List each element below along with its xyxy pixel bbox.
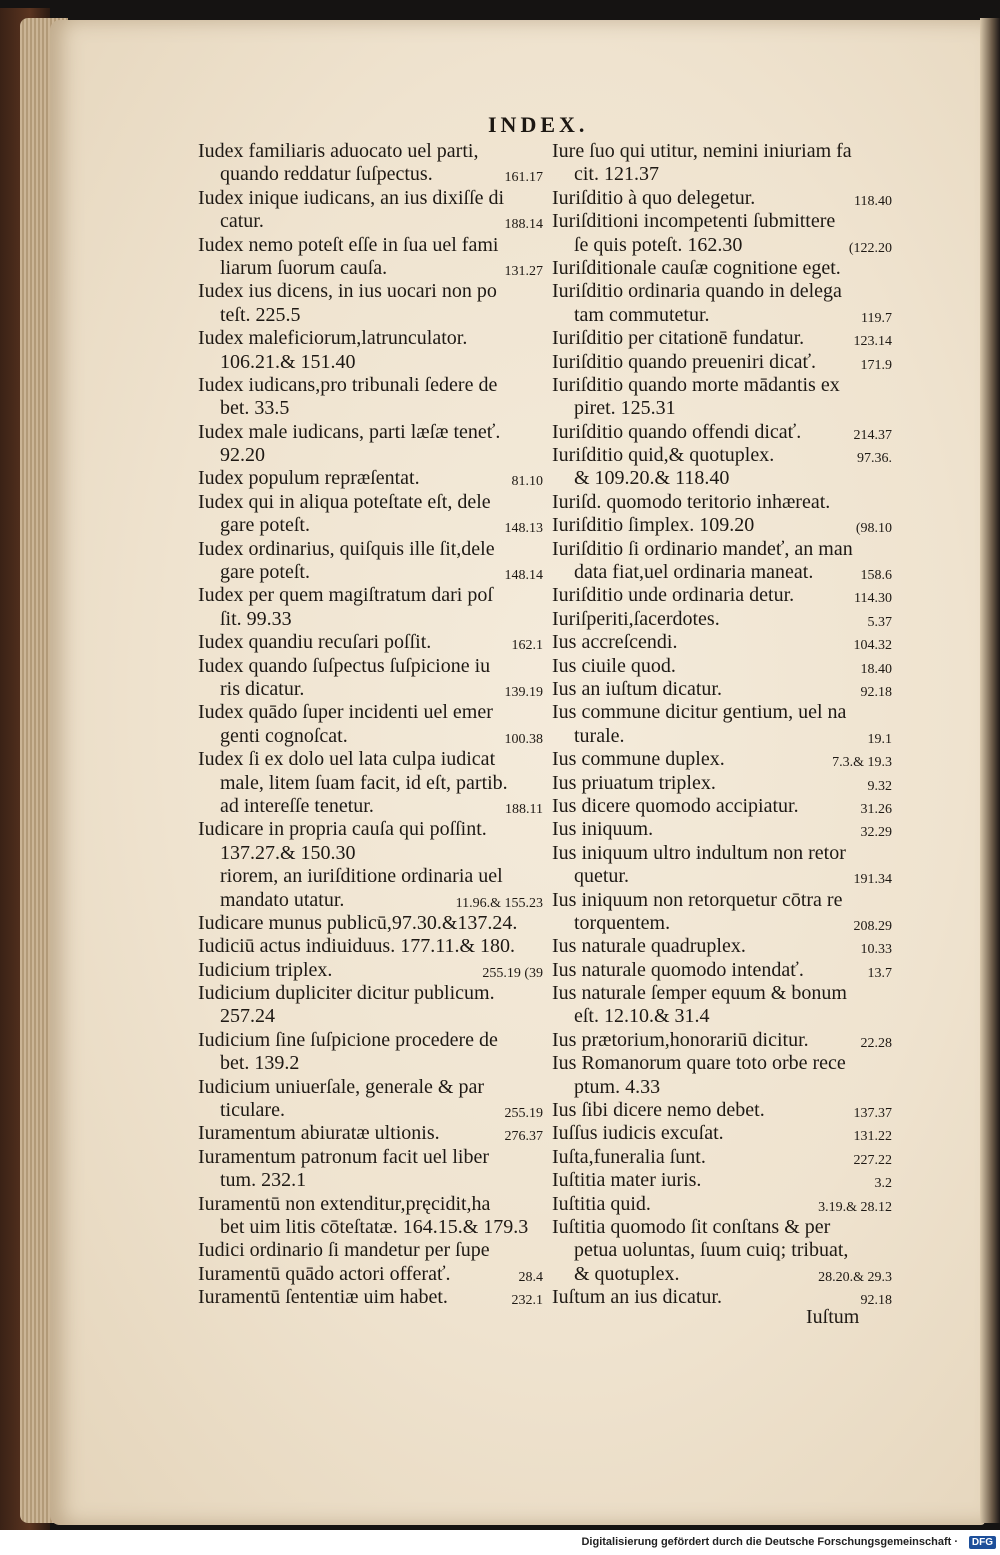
entry-text: Ius iniquum. — [552, 818, 654, 841]
entry-text: ptum. 4.33 — [574, 1075, 661, 1098]
entry-text: Iuriſditio ſi ordinario mandeť, an man — [552, 537, 853, 560]
index-entry-line — [198, 912, 543, 935]
entry-text: Iuriſditionale cauſæ cognitione eget. — [552, 256, 841, 279]
index-entry-line — [552, 865, 892, 888]
entry-text: teſt. 225.5 — [220, 303, 301, 326]
index-entry-line — [198, 234, 543, 257]
entry-text: Iuriſditio unde ordinaria detur. — [552, 584, 795, 607]
index-entry-line — [198, 959, 543, 982]
entry-text: Ius ciuile quod. — [552, 654, 676, 677]
entry-text: mandato utatur. — [220, 888, 345, 911]
entry-text: Iuramentum patronum facit uel liber — [198, 1145, 490, 1168]
entry-reference: 119.7 — [861, 310, 892, 326]
entry-text: genti cognoſcat. — [220, 724, 348, 747]
entry-reference: 13.7 — [867, 965, 892, 981]
entry-reference: 3.2 — [874, 1176, 892, 1192]
index-entry-line — [198, 1146, 543, 1169]
entry-text: Iudex quādo ſuper incidenti uel emer — [198, 701, 493, 724]
entry-text: Iuſta,funeralia ſunt. — [552, 1145, 706, 1168]
entry-reference: 104.32 — [853, 638, 892, 654]
index-entry-line — [198, 257, 543, 280]
entry-text: Iudex qui in aliqua poteſtate eſt, dele — [198, 490, 491, 513]
index-entry-line — [552, 304, 892, 327]
index-entry-line — [552, 1099, 892, 1122]
entry-reference: 92.18 — [860, 1293, 892, 1309]
index-entry-line — [552, 584, 892, 607]
entry-text: riorem, an iuriſditione ordinaria uel — [220, 865, 503, 888]
entry-text: Ius priuatum triplex. — [552, 771, 716, 794]
index-entry-line — [198, 467, 543, 490]
index-entry-line — [198, 210, 543, 233]
index-entry-line — [552, 889, 892, 912]
entry-reference: 28.4 — [518, 1269, 543, 1285]
entry-reference: 137.37 — [853, 1106, 892, 1122]
index-entry-line — [198, 1099, 543, 1122]
index-entry-line — [552, 912, 892, 935]
entry-text: Iuriſditioni incompetenti ſubmittere — [552, 210, 836, 233]
entry-text: 257.24 — [220, 1005, 275, 1028]
index-entry-line — [552, 1122, 892, 1145]
entry-text: quando reddatur ſuſpectus. — [220, 163, 433, 186]
entry-text: Iudex quandiu recuſari poſſit. — [198, 631, 432, 654]
index-entry-line — [198, 304, 543, 327]
entry-reference: 276.37 — [504, 1129, 543, 1145]
index-entry-line — [198, 374, 543, 397]
index-entry-line — [552, 1052, 892, 1075]
entry-text: Iudicium dupliciter dicitur publicum. — [198, 982, 495, 1005]
index-entry-line — [552, 351, 892, 374]
index-entry-line — [198, 397, 543, 420]
entry-text: Iuriſditio quando preueniri dicať. — [552, 350, 817, 373]
index-entry-line — [198, 538, 543, 561]
entry-text: cit. 121.37 — [574, 163, 659, 186]
entry-reference: 92.18 — [860, 684, 892, 700]
running-header: INDEX. — [488, 112, 589, 137]
entry-reference: 81.10 — [511, 474, 543, 490]
entry-text: Ius iniquum non retorquetur cōtra re — [552, 888, 843, 911]
entry-reference: 97.36. — [857, 451, 892, 467]
entry-text: Iuriſd. quomodo teritorio inhæreat. — [552, 490, 831, 513]
entry-reference: 171.9 — [860, 357, 892, 373]
index-entry-line — [198, 1263, 543, 1286]
entry-reference: 188.11 — [505, 801, 543, 817]
index-entry-line — [198, 678, 543, 701]
index-entry-line — [552, 748, 892, 771]
entry-reference: 188.14 — [504, 217, 543, 233]
entry-text: Iuriſditio ſimplex. 109.20 — [552, 514, 755, 537]
entry-text: turale. — [574, 724, 625, 747]
index-entry-line — [552, 187, 892, 210]
entry-text: Iudicium ſine ſuſpicione procedere de — [198, 1028, 498, 1051]
entry-reference: 161.17 — [504, 170, 543, 186]
index-entry-line — [552, 467, 892, 490]
entry-text: Iudex ordinarius, quiſquis ille ſit,dele — [198, 537, 495, 560]
index-entry-line — [198, 935, 543, 958]
entry-reference: 5.37 — [867, 614, 892, 630]
entry-text: data fiat,uel ordinaria maneat. — [574, 561, 814, 584]
entry-reference: 18.40 — [860, 661, 892, 677]
entry-text: Iudicium uniuerſale, generale & par — [198, 1075, 484, 1098]
index-entry-line — [552, 538, 892, 561]
index-entry-line — [552, 421, 892, 444]
index-entry-line — [552, 1263, 892, 1286]
entry-text: male, litem ſuam facit, id eſt, partib. — [220, 771, 508, 794]
funding-notice: Digitalisierung gefördert durch die Deutsche Forschungsgemeinschaft · — [581, 1536, 958, 1548]
entry-reference: 148.13 — [504, 521, 543, 537]
entry-reference: 19.1 — [867, 731, 892, 747]
index-entry-line — [552, 491, 892, 514]
index-entry-line — [552, 1193, 892, 1216]
index-entry-line — [198, 1193, 543, 1216]
index-entry-line — [552, 514, 892, 537]
entry-text: Ius naturale quadruplex. — [552, 935, 746, 958]
index-entry-line — [198, 608, 543, 631]
entry-text: Ius ſibi dicere nemo debet. — [552, 1099, 765, 1122]
index-entry-line — [198, 1169, 543, 1192]
entry-text: Iudex inique iudicans, an ius dixiſſe di — [198, 186, 505, 209]
index-entry-line — [198, 842, 543, 865]
entry-reference: 28.20.& 29.3 — [818, 1269, 892, 1285]
index-column-right — [552, 140, 892, 1310]
entry-text: Iuramentū non extenditur,pręcidit,ha — [198, 1192, 491, 1215]
entry-text: Iudici ordinario ſi mandetur per ſupe — [198, 1239, 490, 1262]
entry-text: ticulare. — [220, 1099, 285, 1122]
entry-reference: 11.96.& 155.23 — [455, 895, 543, 911]
index-entry-line — [198, 631, 543, 654]
entry-text: Iuſtitia quomodo ſit conſtans & per — [552, 1215, 831, 1238]
entry-text: Iuriſditio à quo delegetur. — [552, 186, 756, 209]
index-entry-line — [198, 748, 543, 771]
index-entry-line — [198, 491, 543, 514]
entry-text: Iudex male iudicans, parti læſæ teneť. — [198, 420, 501, 443]
entry-reference: 7.3.& 19.3 — [832, 755, 892, 771]
entry-text: Iudicare in propria cauſa qui poſſint. — [198, 818, 487, 841]
entry-reference: 9.32 — [867, 778, 892, 794]
index-entry-line — [552, 280, 892, 303]
entry-reference: 131.27 — [504, 263, 543, 279]
entry-text: Iuriſditio quid,& quotuplex. — [552, 444, 775, 467]
entry-reference: 162.1 — [511, 638, 543, 654]
entry-text: Iudex nemo poteſt eſſe in ſua uel fami — [198, 233, 499, 256]
entry-text: Iure ſuo qui utitur, nemini iniuriam fa — [552, 140, 852, 162]
entry-text: Iuſtitia mater iuris. — [552, 1169, 702, 1192]
entry-text: & quotuplex. — [574, 1262, 680, 1285]
entry-text: 106.21.& 151.40 — [220, 350, 356, 373]
entry-text: Iudex iudicans,pro tribunali ſedere de — [198, 373, 498, 396]
entry-text: liarum ſuorum cauſa. — [220, 256, 388, 279]
entry-text: Ius commune dicitur gentium, uel na — [552, 701, 847, 724]
dfg-logo[interactable]: DFG — [969, 1536, 996, 1549]
entry-reference: 191.34 — [853, 872, 892, 888]
entry-text: ſe quis poteſt. 162.30 — [574, 233, 743, 256]
index-entry-line — [552, 1005, 892, 1028]
entry-text: Iudex maleficiorum,latrunculator. — [198, 327, 468, 350]
index-entry-line — [552, 561, 892, 584]
entry-text: & 109.20.& 118.40 — [574, 467, 730, 490]
entry-text: Iudex ius dicens, in ius uocari non po — [198, 280, 497, 303]
index-entry-line — [552, 140, 892, 163]
index-entry-line — [552, 397, 892, 420]
index-entry-line — [552, 1146, 892, 1169]
entry-text: Ius accreſcendi. — [552, 631, 678, 654]
entry-text: Iuſtum an ius dicatur. — [552, 1286, 722, 1309]
index-entry-line — [198, 140, 543, 163]
entry-reference: 227.22 — [853, 1152, 892, 1168]
entry-reference: (122.20 — [848, 240, 892, 256]
entry-text: 92.20 — [220, 444, 265, 467]
entry-text: Iuriſditio quando morte mādantis ex — [552, 373, 840, 396]
index-entry-line — [552, 655, 892, 678]
entry-reference: 114.30 — [854, 591, 892, 607]
index-entry-line — [552, 842, 892, 865]
index-entry-line — [198, 701, 543, 724]
entry-text: gare poteſt. — [220, 514, 310, 537]
entry-text: catur. — [220, 210, 264, 233]
index-entry-line — [198, 1216, 543, 1239]
entry-reference: 208.29 — [853, 918, 892, 934]
index-entry-line — [198, 889, 543, 912]
entry-text: Iuramentū ſententiæ uim habet. — [198, 1286, 448, 1309]
index-entry-line — [198, 1286, 543, 1309]
entry-reference: 214.37 — [853, 427, 892, 443]
entry-text: bet. 33.5 — [220, 397, 290, 420]
index-entry-line — [552, 608, 892, 631]
index-entry-line — [552, 327, 892, 350]
index-entry-line — [198, 327, 543, 350]
index-entry-line — [552, 257, 892, 280]
index-entry-line — [198, 1005, 543, 1028]
index-entry-line — [552, 444, 892, 467]
entry-text: ad intereſſe tenetur. — [220, 794, 374, 817]
entry-reference: 255.19 — [504, 1106, 543, 1122]
entry-reference: 3.19.& 28.12 — [818, 1199, 892, 1215]
index-entry-line — [552, 210, 892, 233]
index-entry-line — [198, 818, 543, 841]
entry-reference: 232.1 — [511, 1293, 543, 1309]
entry-reference: 100.38 — [504, 731, 543, 747]
entry-reference: (98.10 — [855, 521, 892, 537]
entry-reference: 31.26 — [860, 801, 892, 817]
entry-text: Iudex familiaris aduocato uel parti, — [198, 140, 479, 162]
entry-text: Ius commune duplex. — [552, 748, 725, 771]
entry-text: Iudex populum repræſentat. — [198, 467, 420, 490]
index-entry-line — [198, 1052, 543, 1075]
index-entry-line — [198, 655, 543, 678]
entry-text: Iuramentum abiuratæ ultionis. — [198, 1122, 440, 1145]
entry-reference: 123.14 — [853, 334, 892, 350]
index-entry-line — [552, 959, 892, 982]
index-entry-line — [552, 935, 892, 958]
entry-text: Ius naturale quomodo intendať. — [552, 958, 804, 981]
index-entry-line — [198, 1239, 543, 1262]
entry-text: Iudicare munus publicū,97.30.&137.24. — [198, 911, 518, 934]
entry-text: Iudicium triplex. — [198, 958, 333, 981]
entry-text: Ius prætorium,honorariū dicitur. — [552, 1028, 809, 1051]
entry-text: Ius an iuſtum dicatur. — [552, 677, 722, 700]
entry-text: Iudex per quem magiſtratum dari poſ — [198, 584, 493, 607]
entry-text: Iuriſperiti,ſacerdotes. — [552, 607, 720, 630]
index-entry-line — [198, 795, 543, 818]
index-entry-line — [198, 163, 543, 186]
entry-reference: 118.40 — [854, 193, 892, 209]
entry-reference: 10.33 — [860, 942, 892, 958]
index-entry-line — [552, 1239, 892, 1262]
entry-text: 137.27.& 150.30 — [220, 841, 356, 864]
entry-text: petua uoluntas, ſuum cuiq; tribuat, — [574, 1239, 849, 1262]
entry-text: Iuriſditio per citationē fundatur. — [552, 327, 805, 350]
index-entry-line — [552, 818, 892, 841]
entry-reference: 158.6 — [860, 568, 892, 584]
entry-text: piret. 125.31 — [574, 397, 676, 420]
index-entry-line — [198, 187, 543, 210]
entry-text: Ius dicere quomodo accipiatur. — [552, 794, 799, 817]
entry-text: tum. 232.1 — [220, 1169, 307, 1192]
entry-reference: 148.14 — [504, 568, 543, 584]
index-entry-line — [198, 865, 543, 888]
index-entry-line — [198, 982, 543, 1005]
entry-text: bet uim litis cōteſtatæ. 164.15.& 179.3 — [220, 1215, 529, 1238]
index-entry-line — [552, 701, 892, 724]
entry-reference: 22.28 — [860, 1035, 892, 1051]
index-entry-line — [552, 725, 892, 748]
entry-text: eſt. 12.10.& 31.4 — [574, 1005, 710, 1028]
entry-text: Iudiciū actus indiuiduus. 177.11.& 180. — [198, 935, 516, 958]
index-entry-line — [198, 725, 543, 748]
entry-text: ſit. 99.33 — [220, 607, 292, 630]
index-entry-line — [552, 1029, 892, 1052]
entry-text: bet. 139.2 — [220, 1052, 300, 1075]
index-entry-line — [552, 631, 892, 654]
index-entry-line — [552, 772, 892, 795]
entry-reference: 139.19 — [504, 684, 543, 700]
index-entry-line — [198, 421, 543, 444]
entry-text: Iuſſus iudicis excuſat. — [552, 1122, 724, 1145]
entry-text: Iuriſditio ordinaria quando in delega — [552, 280, 842, 303]
entry-text: Iuſtitia quid. — [552, 1192, 651, 1215]
entry-text: Iuramentū quādo actori offerať. — [198, 1262, 451, 1285]
index-entry-line — [552, 795, 892, 818]
entry-text: torquentem. — [574, 911, 671, 934]
entry-text: Iudex quando ſuſpectus ſuſpicione iu — [198, 654, 491, 677]
entry-reference: 255.19 (39 — [482, 965, 543, 981]
entry-text: quetur. — [574, 865, 629, 888]
page-gutter — [980, 18, 1000, 1523]
index-entry-line — [552, 163, 892, 186]
index-entry-line — [198, 772, 543, 795]
index-entry-line — [198, 1029, 543, 1052]
index-entry-line — [198, 1076, 543, 1099]
footer-bar — [0, 1530, 1000, 1555]
index-entry-line — [552, 234, 892, 257]
index-entry-line — [198, 514, 543, 537]
index-entry-line — [198, 561, 543, 584]
entry-text: ris dicatur. — [220, 677, 305, 700]
index-entry-line — [552, 1076, 892, 1099]
index-entry-line — [198, 584, 543, 607]
entry-text: Ius Romanorum quare toto orbe rece — [552, 1052, 846, 1075]
index-entry-line — [198, 444, 543, 467]
index-entry-line — [552, 374, 892, 397]
index-entry-line — [552, 982, 892, 1005]
catchword: Iuſtum — [806, 1306, 860, 1328]
entry-text: Ius naturale ſemper equum & bonum — [552, 982, 847, 1005]
entry-text: Iuriſditio quando offendi dicať. — [552, 420, 802, 443]
entry-text: Ius iniquum ultro indultum non retor — [552, 841, 846, 864]
entry-reference: 131.22 — [853, 1129, 892, 1145]
index-entry-line — [198, 1122, 543, 1145]
index-entry-line — [552, 1216, 892, 1239]
index-entry-line — [552, 1169, 892, 1192]
index-entry-line — [552, 678, 892, 701]
index-column-left — [198, 140, 543, 1310]
index-entry-line — [198, 351, 543, 374]
entry-reference: 32.29 — [860, 825, 892, 841]
entry-text: Iudex ſi ex dolo uel lata culpa iudicat — [198, 748, 496, 771]
index-entry-line — [198, 280, 543, 303]
entry-text: gare poteſt. — [220, 561, 310, 584]
entry-text: tam commutetur. — [574, 303, 710, 326]
